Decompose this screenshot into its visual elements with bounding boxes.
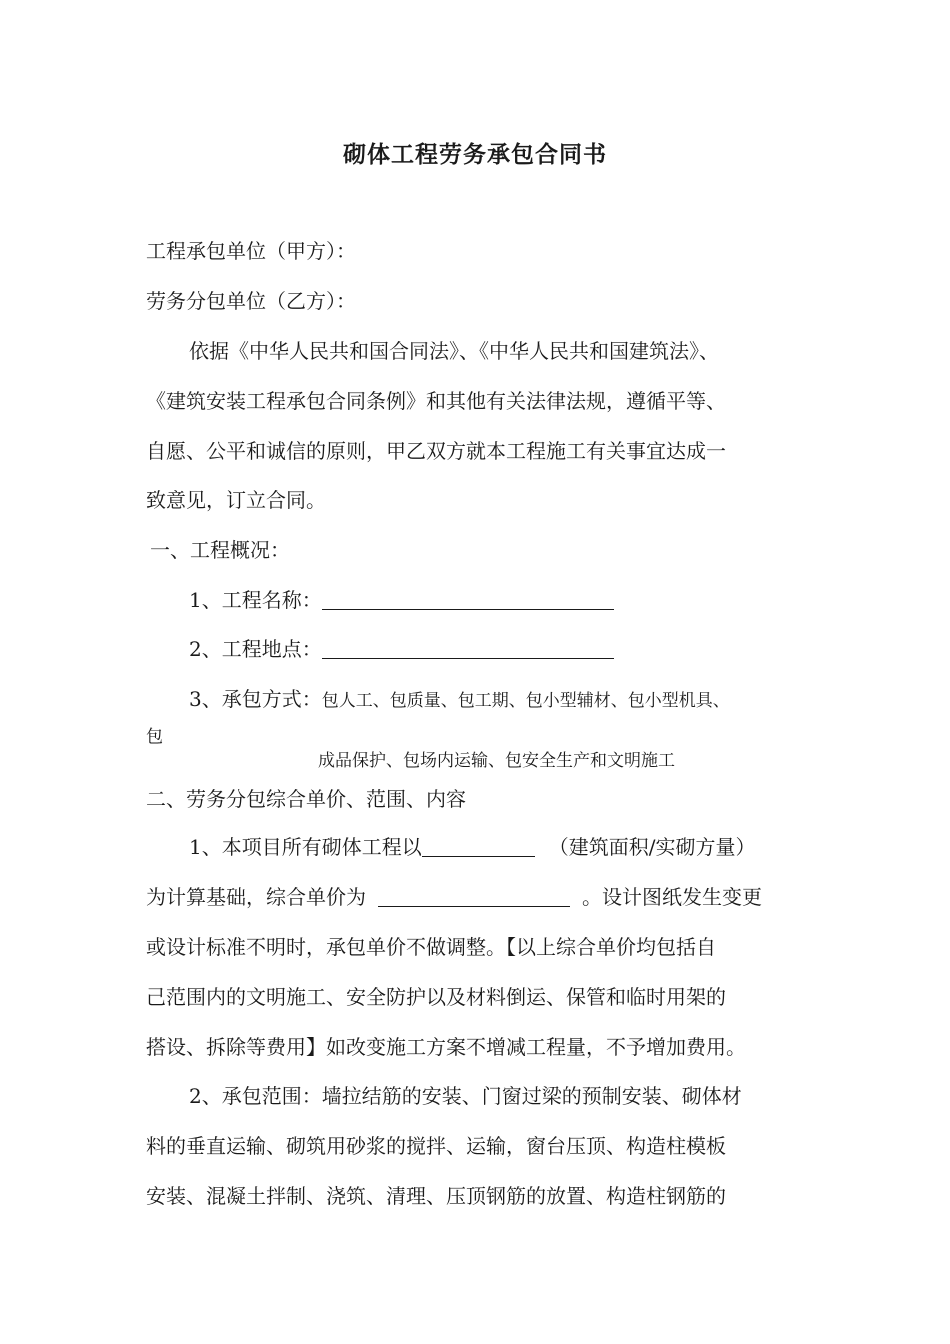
unit-price-line-4: 己范围内的文明施工、安全防护以及材料倒运、保管和临时用架的 (146, 985, 726, 1009)
preamble-line-4: 致意见，订立合同。 (146, 488, 326, 512)
unit-price-start: 1、本项目所有砌体工程以 (189, 835, 422, 859)
scope-line-2: 料的垂直运输、砌筑用砂浆的搅拌、运输，窗台压顶、构造柱模板 (146, 1134, 726, 1158)
project-site-label: 2、工程地点： (189, 637, 322, 661)
unit-price-line-1 (189, 834, 755, 860)
scope-line-1: 2、承包范围：墙拉结筋的安装、门窗过梁的预制安装、砌体材 (189, 1084, 742, 1108)
unit-price-continued: 。设计图纸发生变更 (582, 885, 762, 909)
contract-method-label: 3、承包方式： (189, 687, 322, 711)
unit-price-line-3: 或设计标准不明时，承包单价不做调整。【以上综合单价均包括自 (146, 935, 716, 959)
preamble-line-1: 依据《中华人民共和国合同法》、《中华人民共和国建筑法》、 (189, 339, 719, 363)
project-name-label: 1、工程名称： (189, 588, 322, 612)
unit-price-label: 为计算基础，综合单价为 (146, 885, 366, 909)
calc-basis-blank (422, 836, 535, 857)
preamble-line-3: 自愿、公平和诚信的原则，甲乙双方就本工程施工有关事宜达成一 (146, 439, 726, 463)
section1-heading: 一、工程概况： (150, 538, 290, 562)
project-site-blank (322, 638, 614, 659)
unit-price-blank (378, 886, 570, 907)
party-a-line: 工程承包单位（甲方）： (146, 239, 356, 263)
project-site-row (189, 636, 614, 662)
contract-method-wrap: 包 (146, 727, 163, 747)
contract-method-text: 包人工、包质量、包工期、包小型辅材、包小型机具、 (321, 691, 730, 711)
unit-price-line-5: 搭设、拆除等费用】如改变施工方案不增减工程量，不予增加费用。 (146, 1035, 746, 1059)
contract-method-row (189, 686, 730, 714)
preamble-line-2: 《建筑安装工程承包合同条例》和其他有关法律法规，遵循平等、 (146, 389, 726, 413)
scope-line-3: 安装、混凝土拌制、浇筑、清理、压顶钢筋的放置、构造柱钢筋的 (146, 1184, 726, 1208)
calc-basis-note: （建筑面积/实砌方量） (548, 835, 756, 859)
document-title: 砌体工程劳务承包合同书 (343, 142, 607, 168)
section2-heading: 二、劳务分包综合单价、范围、内容 (146, 787, 466, 811)
project-name-row (189, 587, 614, 613)
project-name-blank (322, 589, 614, 610)
contract-method-line-2: 成品保护、包场内运输、包安全生产和文明施工 (318, 751, 675, 771)
party-b-line: 劳务分包单位（乙方）： (146, 289, 356, 313)
unit-price-line-2 (146, 884, 762, 910)
